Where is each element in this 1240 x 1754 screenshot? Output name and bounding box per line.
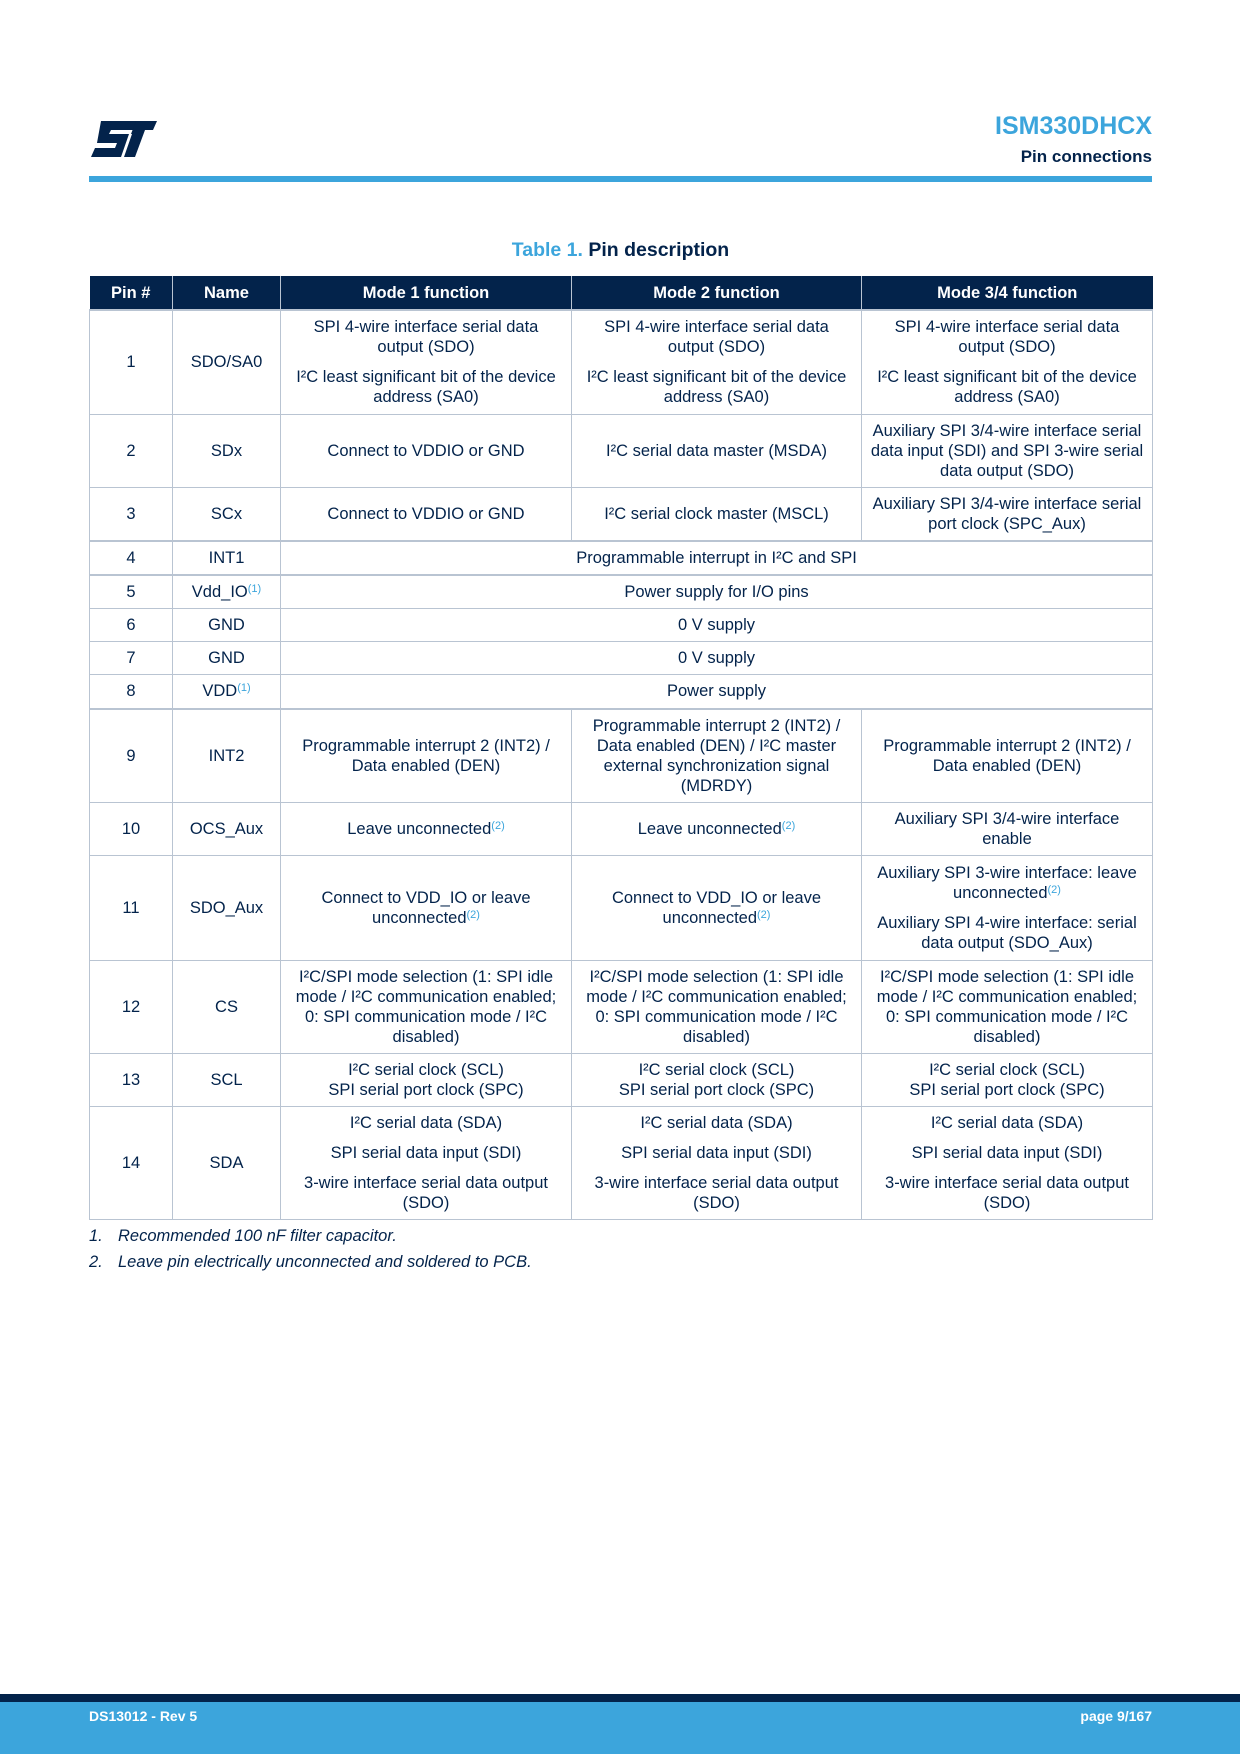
table-row — [90, 414, 1153, 487]
mode1-function: I²C/SPI mode selection (1: SPI idle mode / I²C communication enabled; 0: SPI communication mode / I²C disabled) — [281, 961, 572, 1054]
all-modes-function: Programmable interrupt in I²C and SPI — [281, 541, 1153, 575]
table-row — [90, 487, 1153, 541]
pin-number: 12 — [90, 961, 173, 1054]
footnote-ref[interactable]: (2) — [466, 909, 480, 921]
mode34-function: I²C serial data (SDA) SPI serial data input (SDI) 3-wire interface serial data output (SDO) — [862, 1107, 1153, 1220]
mode34-function: I²C/SPI mode selection (1: SPI idle mode / I²C communication enabled; 0: SPI communication mode / I²C disabled) — [862, 961, 1153, 1054]
footnote-ref[interactable]: (2) — [491, 820, 505, 832]
pin-name: OCS_Aux — [173, 803, 281, 856]
footnote-ref[interactable]: (2) — [757, 909, 771, 921]
footnote — [89, 1252, 1152, 1278]
table-row — [90, 608, 1153, 641]
footnote-ref[interactable]: (2) — [781, 820, 796, 832]
footnote-number: 1. — [89, 1227, 103, 1245]
mode1-function: Connect to VDD_IO or leave unconnected$^{(2)}$ — [281, 856, 572, 961]
pin-number: 8 — [90, 674, 173, 709]
column-header-name: Name — [173, 276, 281, 310]
mode2-function: I²C serial data master (MSDA) — [572, 414, 862, 487]
st-logo — [89, 119, 159, 159]
mode2-function: I²C serial clock master (MSCL) — [572, 487, 862, 541]
all-modes-function: Power supply — [281, 674, 1153, 709]
table-footnotes — [89, 1226, 1152, 1278]
table-row — [90, 541, 1153, 575]
mode1-function: SPI 4-wire interface serial data output (SDO) I²C least significant bit of the device address (SA0) — [281, 310, 572, 414]
pin-number: 2 — [90, 414, 173, 487]
footnote-text: Leave pin electrically unconnected and soldered to PCB. — [118, 1253, 532, 1271]
footnote-ref[interactable]: (1) — [237, 682, 251, 695]
table-row — [90, 856, 1153, 961]
footnote-ref[interactable]: (1) — [247, 582, 262, 595]
pin-number: 9 — [90, 709, 173, 803]
mode2-function: I²C serial clock (SCL) SPI serial port clock (SPC) — [572, 1054, 862, 1107]
mode2-function: I²C/SPI mode selection (1: SPI idle mode / I²C communication enabled; 0: SPI communication mode / I²C disabled) — [572, 961, 862, 1054]
table-row — [90, 674, 1153, 709]
footnote — [89, 1226, 1152, 1252]
mode34-function: Programmable interrupt 2 (INT2) / Data enabled (DEN) — [862, 709, 1153, 803]
mode34-function: I²C serial clock (SCL) SPI serial port clock (SPC) — [862, 1054, 1153, 1107]
pin-number: 4 — [90, 541, 173, 575]
table-row — [90, 641, 1153, 674]
page-number: page 9/167 — [1080, 1708, 1152, 1724]
mode1-function: I²C serial data (SDA) SPI serial data input (SDI) 3-wire interface serial data output (SDO) — [281, 1107, 572, 1220]
mode2-function: Leave unconnected$^{(2)}$ — [572, 803, 862, 856]
table-row — [90, 961, 1153, 1054]
column-header-mode2: Mode 2 function — [572, 276, 862, 310]
pin-number: 6 — [90, 608, 173, 641]
all-modes-function: 0 V supply — [281, 608, 1153, 641]
mode34-function: SPI 4-wire interface serial data output (SDO) I²C least significant bit of the device address (SA0) — [862, 310, 1153, 414]
mode2-function: Connect to VDD_IO or leave unconnected$^{(2)}$ — [572, 856, 862, 961]
pin-number: 13 — [90, 1054, 173, 1107]
table-row — [90, 1054, 1153, 1107]
footnote-ref[interactable]: (2) — [1047, 884, 1061, 896]
mode34-function: Auxiliary SPI 3-wire interface: leave unconnected$^{(2)}$ Auxiliary SPI 4-wire interface: serial data output (SDO_Aux) — [862, 856, 1153, 961]
mode2-function: SPI 4-wire interface serial data output (SDO) I²C least significant bit of the device address (SA0) — [572, 310, 862, 414]
pin-name: Vdd_IO$^{(1)}$ — [173, 575, 281, 609]
pin-number: 7 — [90, 641, 173, 674]
pin-number: 5 — [90, 575, 173, 609]
pin-name: SDA — [173, 1107, 281, 1220]
mode2-function: Programmable interrupt 2 (INT2) / Data enabled (DEN) / I²C master external synchronization signal (MDRDY) — [572, 709, 862, 803]
table-row — [90, 803, 1153, 856]
pin-name: SDO_Aux — [173, 856, 281, 961]
document-title: ISM330DHCX — [995, 112, 1152, 140]
footnote-text: Recommended 100 nF filter capacitor. — [118, 1227, 397, 1245]
mode1-function: Programmable interrupt 2 (INT2) / Data enabled (DEN) — [281, 709, 572, 803]
mode34-function: Auxiliary SPI 3/4-wire interface serial data input (SDI) and SPI 3-wire serial data output (SDO) — [862, 414, 1153, 487]
all-modes-function: 0 V supply — [281, 641, 1153, 674]
pin-name: CS — [173, 961, 281, 1054]
mode1-function: Connect to VDDIO or GND — [281, 414, 572, 487]
pin-description-table — [89, 276, 1153, 1220]
pin-name: GND — [173, 608, 281, 641]
pin-number: 10 — [90, 803, 173, 856]
pin-name: SDx — [173, 414, 281, 487]
pin-number: 14 — [90, 1107, 173, 1220]
header-rule — [89, 176, 1152, 182]
table-row — [90, 575, 1153, 609]
pin-name: VDD$^{(1)}$ — [173, 674, 281, 709]
table-caption — [89, 239, 1152, 262]
column-header-mode1: Mode 1 function — [281, 276, 572, 310]
pin-name: INT2 — [173, 709, 281, 803]
table-caption-title: Pin description — [588, 239, 730, 261]
column-header-pin: Pin # — [90, 276, 173, 310]
all-modes-function: Power supply for I/O pins — [281, 575, 1153, 609]
mode34-function: Auxiliary SPI 3/4-wire interface enable — [862, 803, 1153, 856]
mode1-function: Leave unconnected$^{(2)}$ — [281, 803, 572, 856]
pin-number: 11 — [90, 856, 173, 961]
table-caption-label: Table 1. — [511, 239, 583, 261]
table-row — [90, 1107, 1153, 1220]
pin-number: 1 — [90, 310, 173, 414]
pin-name: SCL — [173, 1054, 281, 1107]
pin-number: 3 — [90, 487, 173, 541]
mode2-function: I²C serial data (SDA) SPI serial data input (SDI) 3-wire interface serial data output (SDO) — [572, 1107, 862, 1220]
table-header-row — [90, 276, 1153, 310]
table-row — [90, 310, 1153, 414]
document-id: DS13012 - Rev 5 — [89, 1708, 198, 1724]
pin-name: INT1 — [173, 541, 281, 575]
mode1-function: Connect to VDDIO or GND — [281, 487, 572, 541]
pin-name: SCx — [173, 487, 281, 541]
footnote-number: 2. — [89, 1253, 103, 1271]
section-title: Pin connections — [1020, 147, 1152, 166]
footer-rule — [0, 1694, 1240, 1702]
table-row — [90, 709, 1153, 803]
mode34-function: Auxiliary SPI 3/4-wire interface serial port clock (SPC_Aux) — [862, 487, 1153, 541]
mode1-function: I²C serial clock (SCL) SPI serial port clock (SPC) — [281, 1054, 572, 1107]
pin-name: GND — [173, 641, 281, 674]
column-header-mode34: Mode 3/4 function — [862, 276, 1153, 310]
pin-name: SDO/SA0 — [173, 310, 281, 414]
